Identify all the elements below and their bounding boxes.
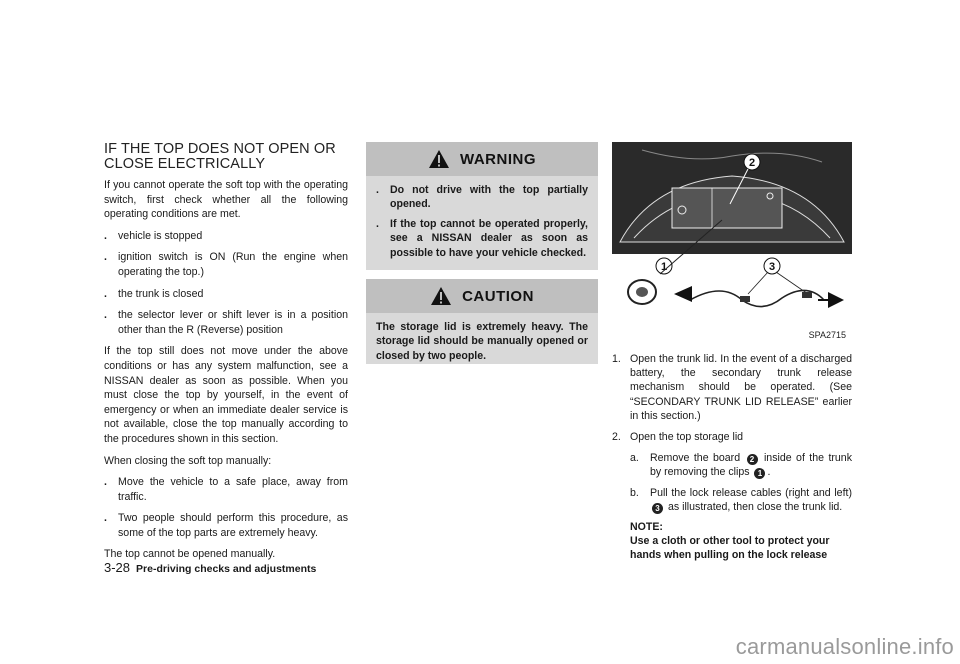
callout-3: 3 — [768, 261, 776, 273]
figure-code: SPA2715 — [808, 330, 846, 340]
manual-item: . Move the vehicle to a safe place, away from traffic. — [104, 476, 348, 503]
callout-2: 2 — [748, 157, 756, 169]
ref-callout-1: 1 — [754, 468, 765, 479]
caution-triangle-icon — [430, 286, 452, 306]
left-column — [104, 142, 348, 569]
caution-title: CAUTION — [462, 287, 534, 305]
trunk-diagram-graphic — [612, 142, 852, 328]
ref-callout-2: 2 — [747, 454, 758, 465]
manual-item: . Two people should perform this procedure, as some of the top parts are extremely heavy. — [104, 512, 348, 539]
callout-1: 1 — [660, 261, 668, 273]
caution-text: The storage lid is extremely heavy. The storage lid should be manually opened or closed by two people. — [376, 321, 588, 362]
step-1: 1. Open the trunk lid. In the event of a discharged battery, the secondary trunk release mechanism should be operated. (See “SECONDARY TRUNK LID RELEASE” earlier in this section.) — [612, 353, 852, 422]
warning-box — [366, 142, 598, 270]
section-title: Pre-driving checks and adjustments — [136, 563, 317, 575]
ref-callout-3: 3 — [652, 503, 663, 514]
warning-header — [366, 142, 598, 176]
warning-item: . Do not drive with the top partially opened. — [376, 184, 588, 211]
note-label: NOTE: — [630, 521, 663, 534]
still-paragraph: If the top still does not move under the above conditions or has any system malfunction, see a NISSAN dealer as soon as possible. When you must close the top by yourself, in the event of emergency or when an immediate dealer service is not available, close the top manually according to the procedures shown in this section. — [104, 345, 348, 445]
step-2: 2. Open the top storage lid — [612, 431, 744, 444]
manual-intro: When closing the soft top manually: — [104, 454, 272, 467]
cannot-open-note: The top cannot be opened manually. — [104, 548, 276, 561]
warning-title: WARNING — [460, 150, 536, 168]
warning-item: . If the top cannot be operated properly, see a NISSAN dealer as soon as possible to have your vehicle checked. — [376, 217, 588, 259]
condition-item: . the trunk is closed — [104, 287, 204, 300]
page-number: 3-28 — [104, 560, 131, 575]
page-footer — [104, 560, 316, 575]
step-2a: a. Remove the board 2 inside of the trunk by removing the clips 1 . — [630, 452, 852, 479]
caution-header — [366, 279, 598, 313]
step-2b: b. Pull the lock release cables (right and left) 3 as illustrated, then close the trunk lid. — [630, 486, 852, 513]
right-column — [612, 142, 852, 563]
warning-triangle-icon — [428, 149, 450, 169]
section-heading: IF THE TOP DOES NOT OPEN OR CLOSE ELECTRICALLY — [104, 141, 336, 172]
condition-item: . the selector lever or shift lever is in a position other than the R (Reverse) position — [104, 309, 348, 336]
condition-item: . vehicle is stopped — [104, 229, 203, 242]
condition-item: . ignition switch is ON (Run the engine when operating the top.) — [104, 251, 348, 278]
trunk-illustration — [612, 142, 852, 342]
watermark-text: carmanualsonline.info — [735, 634, 954, 659]
note-text: Use a cloth or other tool to protect your hands when pulling on the lock release — [630, 535, 830, 562]
intro-paragraph: If you cannot operate the soft top with the operating switch, first check whether all the following operating conditions are met. — [104, 179, 348, 221]
caution-box — [366, 279, 598, 364]
